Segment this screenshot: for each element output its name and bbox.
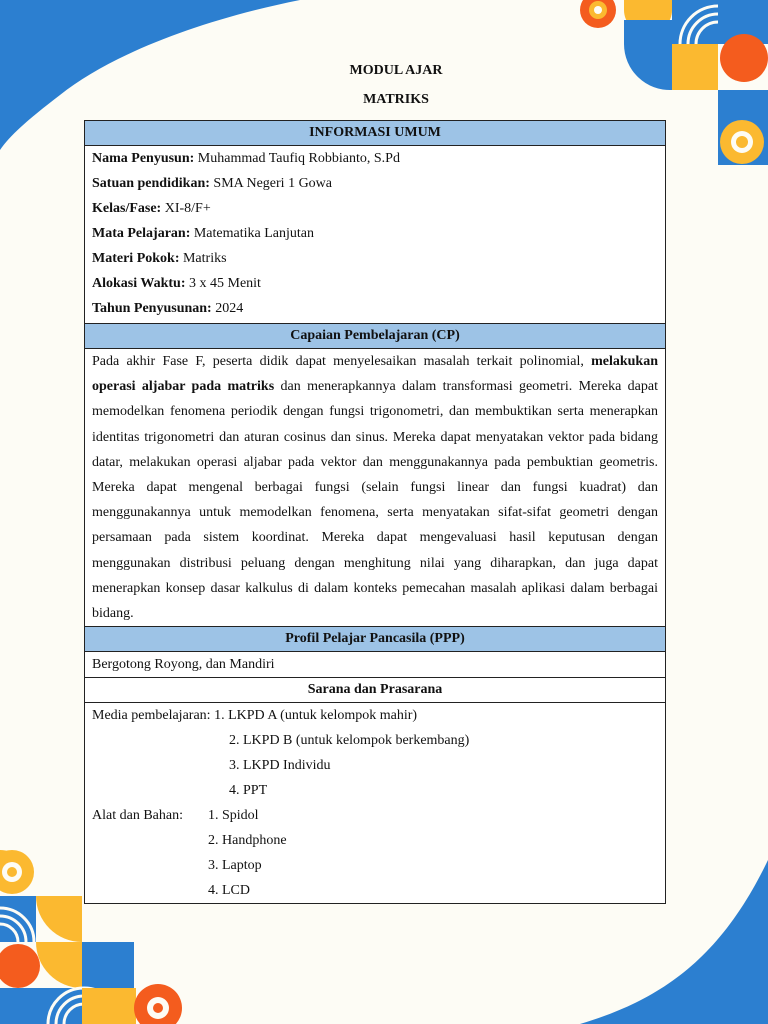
alat-item-text: 1. Spidol [208, 808, 259, 824]
cp-text-rest: dan menerapkannya dalam transformasi geometri. Mereka dapat memodelkan fenomena periodik dengan fungsi trigonometri, dan membuktikan serta menerapkan identitas trigonometri dan aturan cosinus dan sinus. Mereka dapat menyatakan vektor pada bidang datar, melakukan operasi aljabar pada vektor dan menggunakannya pada pembuktian geometris. Mereka dapat mengenal berbagai fungsi (selain fungsi linear dan fungsi kuadrat) dan menggunakannya untuk memodelkan fenomena, serta menyatakan sifat-sifat geometri dengan persamaan pada sistem koordinat. Mereka dapat mengevaluasi hasil keputusan dengan menggunakan distribusi peluang dengan menghitung nilai yang diharapkan, dan juga dapat menerapkan konsep dasar kalkulus di dalam konteks pemecahan masalah aplikasi dalam berbagai bidang. [92, 379, 658, 622]
module-title: MODUL AJAR [349, 63, 443, 78]
info-label: Materi Pokok: [92, 251, 180, 266]
info-value: Matematika Lanjutan [190, 226, 314, 241]
info-value: Muhammad Taufiq Robbianto, S.Pd [194, 151, 400, 166]
info-label: Nama Penyusun: [92, 151, 195, 166]
info-row-alokasi-waktu [92, 271, 658, 296]
informasi-umum-header: INFORMASI UMUM [85, 121, 666, 146]
cp-paragraph [85, 349, 666, 627]
media-item-4: 4. PPT [229, 783, 268, 799]
alat-item-3: 3. Laptop [208, 858, 262, 874]
module-subtitle: MATRIKS [363, 92, 429, 107]
media-item-1 [92, 703, 658, 728]
alat-item-2: 2. Handphone [208, 833, 287, 849]
informasi-umum-header-row [85, 121, 666, 146]
info-row-satuan-pendidikan [92, 171, 658, 196]
info-label: Mata Pelajaran: [92, 226, 191, 241]
info-value: Matriks [179, 251, 227, 266]
sarana-header-row [85, 678, 666, 703]
cp-body-row [85, 349, 666, 627]
cp-text-intro: Pada akhir Fase F, peserta didik dapat menyelesaikan masalah terkait polinomial, [92, 354, 592, 369]
info-label: Satuan pendidikan: [92, 176, 210, 191]
cp-text-emphasis: melakukan operasi aljabar pada matriks [92, 354, 658, 395]
info-row-materi-pokok [92, 246, 658, 271]
info-label: Kelas/Fase: [92, 201, 162, 216]
ppp-value: Bergotong Royong, dan Mandiri [85, 652, 666, 678]
sarana-header: Sarana dan Prasarana [85, 678, 666, 703]
info-value: 3 x 45 Menit [185, 276, 261, 291]
ppp-body-row [85, 652, 666, 678]
info-label: Tahun Penyusunan: [92, 301, 212, 316]
media-item-2: 2. LKPD B (untuk kelompok berkembang) [229, 733, 470, 749]
info-row-nama-penyusun [92, 146, 658, 171]
ppp-header-row [85, 627, 666, 652]
alat-label: Alat dan Bahan: [92, 808, 183, 824]
cp-header-row [85, 324, 666, 349]
info-row-tahun-penyusunan [92, 296, 658, 321]
media-item-text: 1. LKPD A (untuk kelompok mahir) [214, 708, 418, 724]
alat-item-4: 4. LCD [208, 883, 250, 899]
info-value: SMA Negeri 1 Gowa [209, 176, 333, 191]
cp-header: Capaian Pembelajaran (CP) [85, 324, 666, 349]
media-label: Media pembelajaran: [92, 708, 211, 724]
info-value: 2024 [211, 301, 244, 316]
ppp-header: Profil Pelajar Pancasila (PPP) [85, 627, 666, 652]
sarana-body-row [85, 703, 666, 904]
media-item-3: 3. LKPD Individu [229, 758, 331, 774]
info-label: Alokasi Waktu: [92, 276, 186, 291]
info-row-mata-pelajaran [92, 221, 658, 246]
informasi-umum-body [85, 146, 666, 324]
module-info-table [84, 120, 666, 904]
alat-item-1 [92, 803, 658, 828]
info-value: XI-8/F+ [161, 201, 211, 216]
sarana-body [85, 703, 666, 904]
info-row-kelas-fase [92, 196, 658, 221]
